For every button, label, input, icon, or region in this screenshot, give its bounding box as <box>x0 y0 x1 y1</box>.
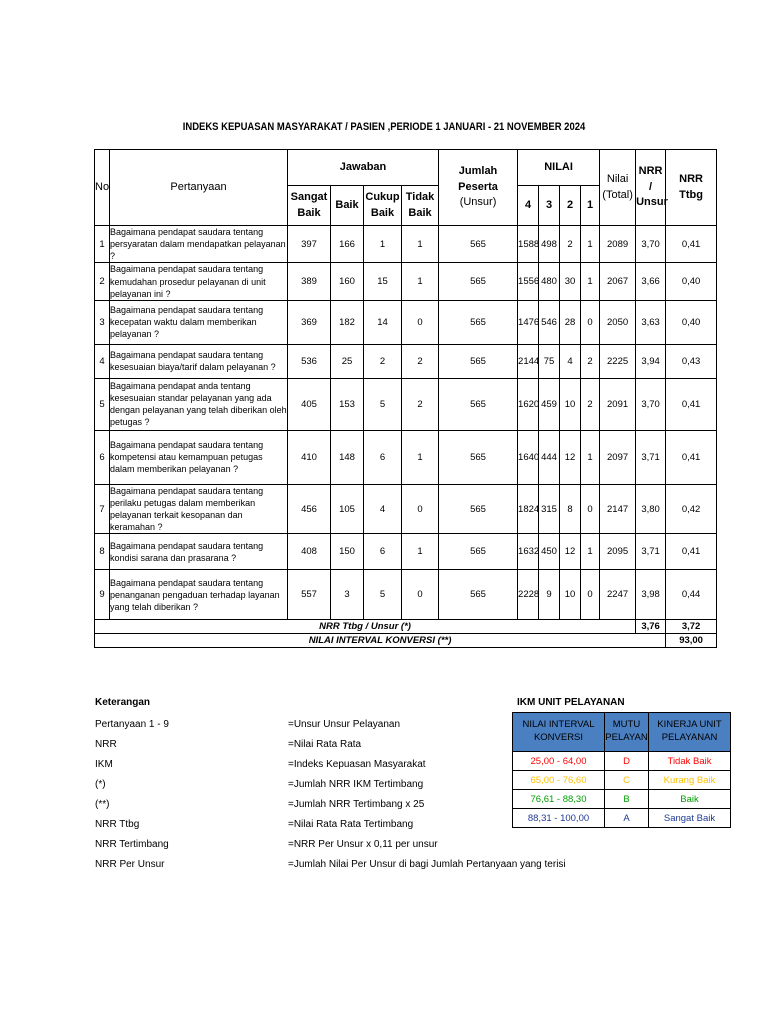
nilai-1: 1 <box>581 430 600 484</box>
ikm-interval: 76,61 - 88,30 <box>513 790 605 809</box>
nilai-4: 1588 <box>518 226 539 263</box>
header-jawaban: Jawaban <box>288 150 439 186</box>
nilai-3: 546 <box>539 300 560 344</box>
row-number: 6 <box>95 430 110 484</box>
nilai-total: 2247 <box>600 570 636 620</box>
nilai-4: 2228 <box>518 570 539 620</box>
question-text: Bagaimana pendapat anda tentang kesesuaian standar pelayanan yang ada dengan pelayanan yang telah diberikan oleh petugas ? <box>110 378 288 430</box>
header-nilai-total: Nilai (Total) <box>600 150 636 226</box>
header-n2: 2 <box>560 186 581 226</box>
nilai-1: 2 <box>581 378 600 430</box>
keterangan-key: NRR Ttbg <box>95 819 140 830</box>
baik-count: 148 <box>331 430 364 484</box>
nrr-ttbg-total: 3,72 <box>666 620 717 634</box>
nilai-4: 1640 <box>518 430 539 484</box>
keterangan-value: =Indeks Kepuasan Masyarakat <box>288 759 426 770</box>
keterangan-item <box>95 795 425 815</box>
question-text: Bagaimana pendapat saudara tentang penanganan pengaduan terhadap layanan yang telah diberikan ? <box>110 570 288 620</box>
nrr-unsur: 3,98 <box>636 570 666 620</box>
jumlah-peserta: 565 <box>439 226 518 263</box>
ikm-table <box>94 149 717 648</box>
cukup-baik-count: 5 <box>364 378 402 430</box>
ikm-header-kinerja: KINERJA UNIT PELAYANAN <box>649 713 731 752</box>
header-n4: 4 <box>518 186 539 226</box>
row-number: 9 <box>95 570 110 620</box>
interval-value: 93,00 <box>666 634 717 648</box>
table-row <box>95 484 717 534</box>
row-number: 4 <box>95 344 110 378</box>
header-n3: 3 <box>539 186 560 226</box>
row-number: 8 <box>95 534 110 570</box>
table-row <box>95 378 717 430</box>
nilai-3: 498 <box>539 226 560 263</box>
keterangan-key: NRR Tertimbang <box>95 839 169 850</box>
cukup-baik-count: 14 <box>364 300 402 344</box>
keterangan-item <box>95 715 401 735</box>
cukup-baik-count: 1 <box>364 226 402 263</box>
interval-summary-label: NILAI INTERVAL KONVERSI (**) <box>95 634 666 648</box>
ikm-interval: 65,00 - 76,60 <box>513 771 605 790</box>
nilai-4: 1620 <box>518 378 539 430</box>
ikm-kinerja: Tidak Baik <box>649 752 731 771</box>
page-title: INDEKS KEPUASAN MASYARAKAT / PASIEN ,PERIODE 1 JANUARI - 21 NOVEMBER 2024 <box>182 121 586 133</box>
header-n1: 1 <box>581 186 600 226</box>
keterangan-value: =Nilai Rata Rata <box>288 739 362 750</box>
row-number: 1 <box>95 226 110 263</box>
sangat-baik-count: 456 <box>288 484 331 534</box>
question-text: Bagaimana pendapat saudara tentang kesesuaian biaya/tarif dalam pelayanan ? <box>110 344 288 378</box>
nrr-unsur: 3,80 <box>636 484 666 534</box>
nrr-ttbg: 0,44 <box>666 570 717 620</box>
question-text: Bagaimana pendapat saudara tentang kompetensi atau kemampuan petugas dalam memberikan pelayanan ? <box>110 430 288 484</box>
tidak-baik-count: 1 <box>402 263 439 300</box>
cukup-baik-count: 15 <box>364 263 402 300</box>
nrr-ttbg: 0,41 <box>666 378 717 430</box>
table-row <box>95 263 717 300</box>
cukup-baik-count: 5 <box>364 570 402 620</box>
keterangan-value: =Jumlah NRR Tertimbang x 25 <box>288 799 425 810</box>
nilai-1: 1 <box>581 534 600 570</box>
row-number: 3 <box>95 300 110 344</box>
tidak-baik-count: 2 <box>402 344 439 378</box>
header-no: No <box>95 150 110 226</box>
nrr-unsur: 3,63 <box>636 300 666 344</box>
jumlah-peserta: 565 <box>439 484 518 534</box>
nilai-1: 1 <box>581 263 600 300</box>
header-sangat-baik: Sangat Baik <box>288 186 331 226</box>
nilai-4: 1476 <box>518 300 539 344</box>
nrr-unsur: 3,70 <box>636 226 666 263</box>
nilai-4: 1632 <box>518 534 539 570</box>
nilai-total: 2050 <box>600 300 636 344</box>
nilai-total: 2089 <box>600 226 636 263</box>
nilai-1: 2 <box>581 344 600 378</box>
nilai-2: 4 <box>560 344 581 378</box>
nrr-ttbg: 0,41 <box>666 430 717 484</box>
nilai-3: 444 <box>539 430 560 484</box>
nilai-2: 10 <box>560 570 581 620</box>
cukup-baik-count: 4 <box>364 484 402 534</box>
header-baik: Baik <box>331 186 364 226</box>
sangat-baik-count: 389 <box>288 263 331 300</box>
ikm-interval: 25,00 - 64,00 <box>513 752 605 771</box>
jumlah-peserta: 565 <box>439 430 518 484</box>
table-row <box>95 344 717 378</box>
ikm-header-mutu: MUTU PELAYAN <box>605 713 649 752</box>
nrr-ttbg: 0,40 <box>666 263 717 300</box>
ikm-kinerja: Baik <box>649 790 731 809</box>
keterangan-key: (*) <box>95 779 106 790</box>
jumlah-peserta: 565 <box>439 300 518 344</box>
jumlah-peserta: 565 <box>439 378 518 430</box>
sangat-baik-count: 410 <box>288 430 331 484</box>
baik-count: 25 <box>331 344 364 378</box>
keterangan-item <box>95 815 414 835</box>
baik-count: 3 <box>331 570 364 620</box>
ikm-legend-title: IKM UNIT PELAYANAN <box>517 697 625 708</box>
ikm-mutu: B <box>605 790 649 809</box>
nilai-3: 459 <box>539 378 560 430</box>
ikm-kinerja: Sangat Baik <box>649 809 731 828</box>
nilai-2: 12 <box>560 534 581 570</box>
cukup-baik-count: 6 <box>364 534 402 570</box>
ikm-mutu: D <box>605 752 649 771</box>
nrr-unsur: 3,66 <box>636 263 666 300</box>
jumlah-peserta: 565 <box>439 534 518 570</box>
tidak-baik-count: 1 <box>402 430 439 484</box>
keterangan-key: NRR <box>95 739 117 750</box>
nrr-ttbg: 0,43 <box>666 344 717 378</box>
nrr-ttbg: 0,40 <box>666 300 717 344</box>
question-text: Bagaimana pendapat saudara tentang kondisi sarana dan prasarana ? <box>110 534 288 570</box>
question-text: Bagaimana pendapat saudara tentang kemudahan prosedur pelayanan di unit pelayanan ini ? <box>110 263 288 300</box>
nilai-1: 0 <box>581 300 600 344</box>
baik-count: 166 <box>331 226 364 263</box>
baik-count: 182 <box>331 300 364 344</box>
nilai-total: 2091 <box>600 378 636 430</box>
keterangan-item <box>95 755 426 775</box>
tidak-baik-count: 0 <box>402 300 439 344</box>
keterangan-key: (**) <box>95 799 110 810</box>
keterangan-heading: Keterangan <box>95 697 151 708</box>
nrr-unsur-total: 3,76 <box>636 620 666 634</box>
keterangan-key: IKM <box>95 759 113 770</box>
nrr-unsur: 3,71 <box>636 534 666 570</box>
keterangan-value: =NRR Per Unsur x 0,11 per unsur <box>288 839 438 850</box>
nilai-total: 2097 <box>600 430 636 484</box>
keterangan-key: NRR Per Unsur <box>95 859 165 870</box>
row-number: 7 <box>95 484 110 534</box>
nilai-3: 9 <box>539 570 560 620</box>
ikm-interval: 88,31 - 100,00 <box>513 809 605 828</box>
header-nilai: NILAI <box>518 150 600 186</box>
header-nrr-unsur: NRR / Unsur <box>636 150 666 226</box>
ikm-legend-table <box>512 712 731 828</box>
nilai-2: 12 <box>560 430 581 484</box>
ikm-legend-row <box>513 752 731 771</box>
sangat-baik-count: 397 <box>288 226 331 263</box>
question-text: Bagaimana pendapat saudara tentang kecepatan waktu dalam memberikan pelayanan ? <box>110 300 288 344</box>
sangat-baik-count: 405 <box>288 378 331 430</box>
nrr-unsur: 3,71 <box>636 430 666 484</box>
question-text: Bagaimana pendapat saudara tentang perilaku petugas dalam memberikan pelayanan terkait kesopanan dan keramahan ? <box>110 484 288 534</box>
keterangan-value: =Unsur Unsur Pelayanan <box>288 719 401 730</box>
header-pertanyaan: Pertanyaan <box>110 150 288 226</box>
nilai-total: 2147 <box>600 484 636 534</box>
cukup-baik-count: 6 <box>364 430 402 484</box>
jumlah-peserta: 565 <box>439 570 518 620</box>
table-row <box>95 300 717 344</box>
nilai-2: 10 <box>560 378 581 430</box>
nilai-4: 1824 <box>518 484 539 534</box>
tidak-baik-count: 1 <box>402 534 439 570</box>
nilai-4: 1556 <box>518 263 539 300</box>
header-cukup-baik: Cukup Baik <box>364 186 402 226</box>
ikm-legend-row <box>513 771 731 790</box>
header-tidak-baik: Tidak Baik <box>402 186 439 226</box>
keterangan-key: Pertanyaan 1 - 9 <box>95 719 169 730</box>
keterangan-value: =Jumlah NRR IKM Tertimbang <box>288 779 424 790</box>
nilai-3: 450 <box>539 534 560 570</box>
header-jumlah-peserta: Jumlah Peserta (Unsur) <box>439 150 518 226</box>
baik-count: 160 <box>331 263 364 300</box>
nrr-ttbg: 0,42 <box>666 484 717 534</box>
tidak-baik-count: 0 <box>402 570 439 620</box>
row-number: 2 <box>95 263 110 300</box>
keterangan-item <box>95 775 424 795</box>
nilai-1: 1 <box>581 226 600 263</box>
nilai-2: 30 <box>560 263 581 300</box>
nilai-3: 75 <box>539 344 560 378</box>
keterangan-item <box>95 835 438 855</box>
nrr-summary-label: NRR Ttbg / Unsur (*) <box>95 620 636 634</box>
nrr-ttbg: 0,41 <box>666 226 717 263</box>
nrr-ttbg: 0,41 <box>666 534 717 570</box>
baik-count: 105 <box>331 484 364 534</box>
nrr-unsur: 3,94 <box>636 344 666 378</box>
keterangan-value: =Nilai Rata Rata Tertimbang <box>288 819 414 830</box>
ikm-legend-row <box>513 790 731 809</box>
sangat-baik-count: 557 <box>288 570 331 620</box>
table-row <box>95 430 717 484</box>
nilai-2: 8 <box>560 484 581 534</box>
nrr-unsur: 3,70 <box>636 378 666 430</box>
header-nrr-ttbg: NRR Ttbg <box>666 150 717 226</box>
tidak-baik-count: 0 <box>402 484 439 534</box>
baik-count: 153 <box>331 378 364 430</box>
jumlah-peserta: 565 <box>439 344 518 378</box>
nilai-3: 480 <box>539 263 560 300</box>
keterangan-item <box>95 855 566 875</box>
keterangan-value: =Jumlah Nilai Per Unsur di bagi Jumlah Pertanyaan yang terisi <box>288 859 566 870</box>
baik-count: 150 <box>331 534 364 570</box>
nilai-total: 2225 <box>600 344 636 378</box>
tidak-baik-count: 1 <box>402 226 439 263</box>
nilai-1: 0 <box>581 570 600 620</box>
nilai-total: 2095 <box>600 534 636 570</box>
ikm-header-interval: NILAI INTERVAL KONVERSI <box>513 713 605 752</box>
ikm-legend-row <box>513 809 731 828</box>
ikm-kinerja: Kurang Baik <box>649 771 731 790</box>
nilai-total: 2067 <box>600 263 636 300</box>
cukup-baik-count: 2 <box>364 344 402 378</box>
table-row <box>95 226 717 263</box>
sangat-baik-count: 536 <box>288 344 331 378</box>
nilai-1: 0 <box>581 484 600 534</box>
keterangan-item <box>95 735 362 755</box>
ikm-mutu: A <box>605 809 649 828</box>
question-text: Bagaimana pendapat saudara tentang persyaratan dalam mendapatkan pelayanan ? <box>110 227 286 262</box>
ikm-mutu: C <box>605 771 649 790</box>
sangat-baik-count: 408 <box>288 534 331 570</box>
nilai-4: 2144 <box>518 344 539 378</box>
row-number: 5 <box>95 378 110 430</box>
nilai-3: 315 <box>539 484 560 534</box>
jumlah-peserta: 565 <box>439 263 518 300</box>
sangat-baik-count: 369 <box>288 300 331 344</box>
nilai-2: 2 <box>560 226 581 263</box>
nilai-2: 28 <box>560 300 581 344</box>
table-row <box>95 534 717 570</box>
table-row <box>95 570 717 620</box>
tidak-baik-count: 2 <box>402 378 439 430</box>
